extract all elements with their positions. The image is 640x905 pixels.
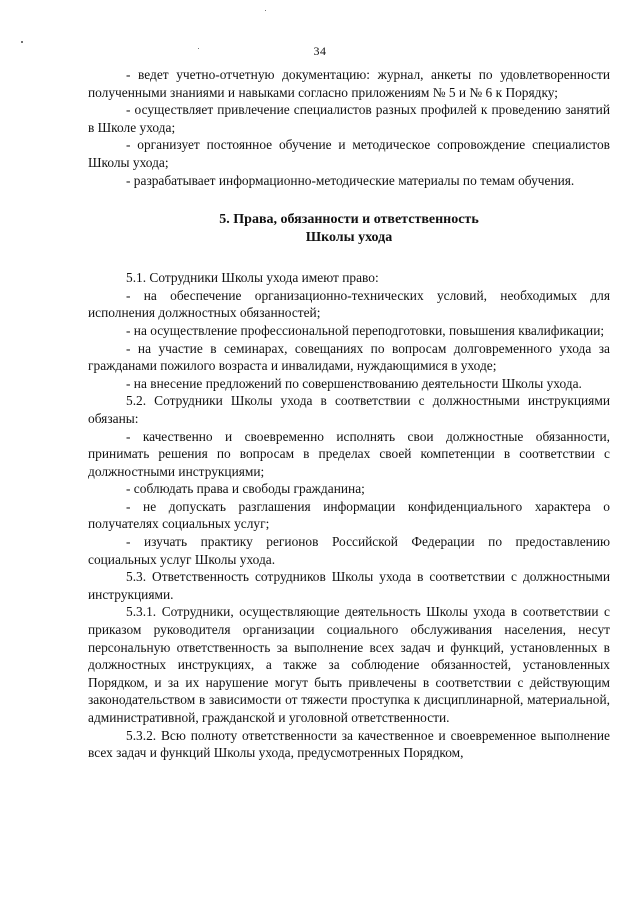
paragraph: - разрабатывает информационно-методические материалы по темам обучения.	[126, 172, 575, 188]
paragraph: 5.3. Ответственность сотрудников Школы ухода в соответствии с должностными инструкциями.	[88, 569, 610, 602]
paragraph: - на внесение предложений по совершенствованию деятельности Школы ухода.	[126, 375, 582, 391]
paragraph: 5.3.1. Сотрудники, осуществляющие деятельность Школы ухода в соответствии с приказом руководителя организации социального обслуживания населения, несут персональную ответственность за выполнение всех задач и функций, установленных в должностных инструкциях, а также за соблюдение обязанностей, установленных Порядком, и за их нарушение могут быть привлечены в соответствии с действующим законодательством в зависимости от тяжести проступка к дисциплинарной, материальной, административной, гражданской и уголовной ответственности.	[88, 604, 610, 725]
paragraph: - организует постоянное обучение и методическое сопровождение специалистов Школы ухода;	[88, 137, 610, 170]
scan-speck	[198, 48, 199, 49]
paragraph: - не допускать разглашения информации конфиденциального характера о получателях социальных услуг;	[88, 498, 610, 532]
paragraph: - осуществляет привлечение специалистов разных профилей к проведению занятий в Школе ухода;	[88, 102, 610, 135]
paragraph: - соблюдать права и свободы гражданина;	[126, 481, 365, 497]
paragraph: 5.1. Сотрудники Школы ухода имеют право:	[126, 270, 379, 286]
section-heading-line: 5. Права, обязанности и ответственность	[219, 212, 479, 228]
paragraph: 5.3.2. Всю полноту ответственности за качественное и своевременное выполнение всех задач и функций Школы ухода, предусмотренных Порядком,	[88, 727, 610, 761]
document-body	[88, 66, 610, 762]
paragraph: - ведет учетно-отчетную документацию: журнал, анкеты по удовлетворенности полученными знаниями и навыками согласно приложениям № 5 и № 6 к Порядку;	[88, 67, 610, 100]
paragraph: - на осуществление профессиональной переподготовки, повышения квалификации;	[126, 322, 605, 338]
paragraph: - на обеспечение организационно-технических условий, необходимых для исполнения должностных обязанностей;	[88, 287, 610, 321]
paragraph: - качественно и своевременно исполнять свои должностные обязанности, принимать решения по вопросам в пределах своей компетенции в соответствии с должностными инструкциями;	[88, 428, 610, 479]
paragraph: - изучать практику регионов Российской Федерации по предоставлению социальных услуг Школы ухода.	[88, 534, 610, 567]
section-heading	[88, 211, 610, 247]
scan-speck	[21, 41, 23, 43]
section-heading-line: Школы ухода	[305, 230, 393, 246]
paragraph: - на участие в семинарах, совещаниях по вопросам долговременного ухода за гражданами пожилого возраста и инвалидами, нуждающимися в уходе;	[88, 340, 610, 374]
page-number: 34	[313, 44, 327, 58]
paragraph: 5.2. Сотрудники Школы ухода в соответствии с должностными инструкциями обязаны:	[88, 393, 610, 426]
scan-speck	[265, 10, 266, 11]
